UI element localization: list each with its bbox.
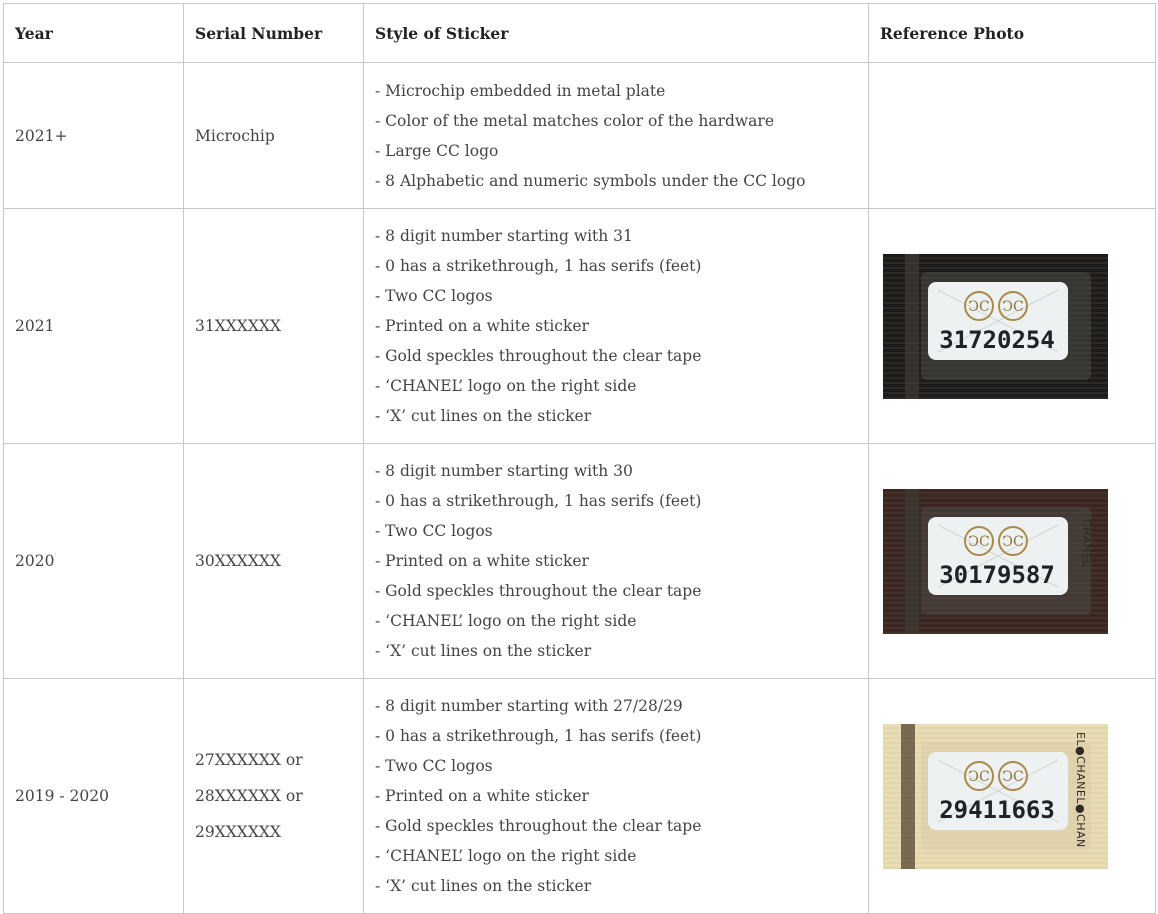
feature-item: - ‘CHANEL’ logo on the right side [375, 377, 637, 395]
sticker-style-cell [364, 679, 869, 914]
year-cell: 2019 - 2020 [4, 679, 184, 914]
sticker-photo [883, 724, 1108, 869]
cc-logo-icon: ↃC [968, 533, 990, 550]
sticker-photo [883, 489, 1108, 634]
serial-number-table [3, 3, 1156, 914]
table-row [4, 209, 1156, 444]
sticker-number: 30179587 [939, 560, 1055, 589]
reference-photo-cell [869, 209, 1156, 444]
sticker-number: 29411663 [939, 795, 1055, 824]
cc-logo-icon: ↃC [1002, 768, 1024, 785]
sticker-style-cell [364, 444, 869, 679]
feature-item: - Two CC logos [375, 757, 493, 775]
feature-item: - 0 has a strikethrough, 1 has serifs (feet) [375, 492, 702, 510]
year-cell: 2020 [4, 444, 184, 679]
feature-item: - 8 digit number starting with 27/28/29 [375, 697, 683, 715]
table-row [4, 679, 1156, 914]
table-row [4, 444, 1156, 679]
feature-list [375, 456, 868, 666]
feature-item: - ‘X’ cut lines on the sticker [375, 642, 592, 660]
feature-item: - ‘CHANEL’ logo on the right side [375, 847, 637, 865]
sticker-photo [883, 254, 1108, 399]
feature-list [375, 76, 868, 196]
header-row [4, 4, 1156, 63]
feature-item: - Gold speckles throughout the clear tape [375, 817, 702, 835]
year-cell: 2021 [4, 209, 184, 444]
feature-item: - Color of the metal matches color of the hardware [375, 111, 774, 130]
feature-item: - Two CC logos [375, 522, 493, 540]
feature-item: - Gold speckles throughout the clear tape [375, 582, 702, 600]
sticker-style-cell [364, 209, 869, 444]
feature-item: - 0 has a strikethrough, 1 has serifs (feet) [375, 727, 702, 745]
sticker-number: 31720254 [939, 325, 1055, 354]
header-year: Year [4, 4, 184, 63]
feature-item: - 8 Alphabetic and numeric symbols under the CC logo [375, 171, 806, 190]
serial-number-text: 29XXXXXX [195, 823, 281, 841]
feature-item: - ‘X’ cut lines on the sticker [375, 877, 592, 895]
header-serial-number: Serial Number [184, 4, 364, 63]
feature-item: - Large CC logo [375, 141, 499, 160]
serial-number-text: 30XXXXXX [195, 552, 281, 570]
feature-item: - Printed on a white sticker [375, 552, 589, 570]
feature-item: - ‘X’ cut lines on the sticker [375, 407, 592, 425]
feature-item: - 8 digit number starting with 30 [375, 462, 633, 480]
feature-item: - Printed on a white sticker [375, 317, 589, 335]
serial-number-text: 28XXXXXX or [195, 787, 303, 805]
table-row [4, 63, 1156, 209]
serial-number-text: 27XXXXXX or [195, 751, 303, 769]
year-cell: 2021+ [4, 63, 184, 209]
reference-photo-cell [869, 63, 1156, 209]
serial-cell [184, 63, 364, 209]
serial-number-text: Microchip [195, 126, 275, 145]
serial-cell [184, 679, 364, 914]
feature-item: - Microchip embedded in metal plate [375, 81, 666, 100]
cc-logo-icon: ↃC [1002, 298, 1024, 315]
reference-photo-cell [869, 679, 1156, 914]
header-reference-photo: Reference Photo [869, 4, 1156, 63]
sticker-style-cell [364, 63, 869, 209]
feature-item: - Gold speckles throughout the clear tape [375, 347, 702, 365]
serial-number-text: 31XXXXXX [195, 317, 281, 335]
feature-list [375, 691, 868, 901]
feature-item: - 0 has a strikethrough, 1 has serifs (feet) [375, 257, 702, 275]
cc-logo-icon: ↃC [1002, 533, 1024, 550]
serial-cell [184, 209, 364, 444]
chanel-side-text: EL●CHANEL●CHAN [1074, 731, 1087, 848]
feature-item: - Printed on a white sticker [375, 787, 589, 805]
feature-item: - Two CC logos [375, 287, 493, 305]
feature-item: - 8 digit number starting with 31 [375, 227, 633, 245]
chanel-side-text: CHANEL [1080, 518, 1093, 567]
feature-item: - ‘CHANEL’ logo on the right side [375, 612, 637, 630]
serial-cell [184, 444, 364, 679]
header-style-of-sticker: Style of Sticker [364, 4, 869, 63]
reference-photo-cell [869, 444, 1156, 679]
feature-list [375, 221, 868, 431]
cc-logo-icon: ↃC [968, 298, 990, 315]
cc-logo-icon: ↃC [968, 768, 990, 785]
